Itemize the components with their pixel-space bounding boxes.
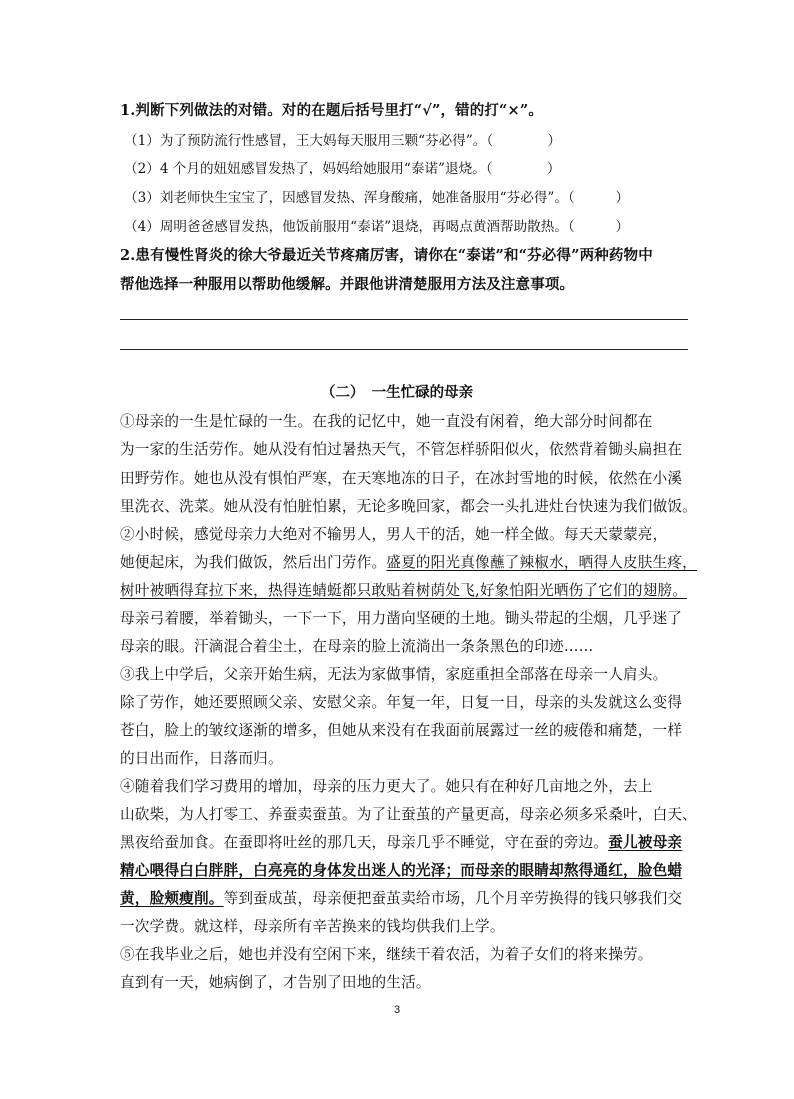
para-4-text-cont: 等到蚕成茧，母亲便把蚕茧卖给市场，几个月辛劳换得的钱只够我们交 — [223, 890, 683, 907]
article-title: （二） 一生忙碌的母亲 — [320, 384, 474, 401]
para-2-text: 她便起床，为我们做饭，然后出门劳作。 — [120, 554, 387, 571]
para-1-line-4: 里洗衣、洗菜。她从没有怕脏怕累，无论多晚回家，都会一头扎进灶台快速为我们做饭。 — [120, 498, 697, 515]
para-3-line-4: 的日出而作，日落而归。 — [120, 750, 283, 767]
para-4-bold-sentence-start: 蚕儿被母亲 — [608, 834, 683, 851]
para-3-line-2: 除了劳作，她还要照顾父亲、安慰父亲。年复一年，日复一日，母亲的头发就这么变得 — [120, 694, 683, 711]
para-2-line-4: 母亲弓着腰，举着锄头，一下一下，用力凿向坚硬的土地。锄头带起的尘烟，几乎迷了 — [120, 610, 683, 627]
question-2-line-1: 2.患有慢性肾炎的徐大爷最近关节疼痛厉害，请你在“泰诺”和“芬必得”两种药物中 — [120, 247, 653, 264]
para-2-underlined-sentence-end: 树叶被晒得耷拉下来，热得连蜻蜓都只敢贴着树荫处飞,好象怕阳光晒伤了它们的翅膀。 — [120, 582, 688, 599]
answer-line-1 — [120, 319, 688, 320]
para-2-underlined-sentence-start: 盛夏的阳光真像蘸了辣椒水，晒得人皮肤生疼， — [386, 554, 697, 571]
para-1-line-3: 田野劳作。她也从没有惧怕严寒，在天寒地冻的日子，在冰封雪地的时候，依然在小溪 — [120, 470, 683, 487]
para-4-line-5 — [120, 887, 682, 908]
para-4-text: 黑夜给蚕加食。在蚕即将吐丝的那几天，母亲几乎不睡觉，守在蚕的旁边。 — [120, 834, 609, 851]
question-1-item-3: （3）刘老师快生宝宝了，因感冒发热、浑身酸痛，她准备服用“芬必得”。（ ） — [124, 190, 630, 206]
para-4-line-6: 一次学费。就这样，母亲所有辛苦换来的钱均供我们上学。 — [120, 918, 505, 935]
para-5-line-1: ⑤在我毕业之后，她也并没有空闲下来，继续干着农活，为着子女们的将来操劳。 — [120, 946, 653, 963]
para-3-line-3: 苍白，脸上的皱纹逐渐的增多，但她从来没有在我面前展露过一丝的疲倦和痛楚，一样 — [120, 722, 683, 739]
para-1-line-2: 为一家的生活劳作。她从没有怕过暑热天气，不管怎样骄阳似火，依然背着锄头扁担在 — [120, 441, 683, 458]
para-4-line-1: ④随着我们学习费用的增加，母亲的压力更大了。她只有在种好几亩地之外，去上 — [120, 778, 653, 795]
question-1-item-4: （4）周明爸爸感冒发热，他饭前服用“泰诺”退烧，再喝点黄酒帮助散热。（ ） — [124, 219, 630, 235]
question-1-item-2: （2）4 个月的妞妞感冒发热了，妈妈给她服用“泰诺”退烧。（ ） — [124, 161, 561, 177]
para-2-line-2 — [120, 551, 697, 572]
answer-line-2 — [120, 349, 688, 350]
para-2-line-5: 母亲的眼。汗滴混合着尘土，在母亲的脸上流淌出一条条黑色的印迹…… — [120, 638, 594, 655]
para-2-line-1: ②小时候，感觉母亲力大绝对不输男人，男人干的活，她一样全做。每天天蒙蒙亮， — [120, 526, 668, 543]
question-1-item-1: （1）为了预防流行性感冒，王大妈每天服用三颗“芬必得”。（ ） — [124, 133, 562, 149]
page-number: 3 — [393, 1004, 401, 1016]
para-4-bold-sentence-middle: 精心喂得白白胖胖，白亮亮的身体发出迷人的光泽；而母亲的眼睛却熬得通红，脸色蜡 — [120, 862, 683, 879]
para-4-bold-sentence-end: 黄，脸颊瘦削。 — [120, 890, 224, 907]
para-4-line-2: 山砍柴，为人打零工、养蚕卖蚕茧。为了让蚕茧的产量更高，母亲必须多采桑叶，白天、 — [120, 806, 697, 823]
para-1-line-1: ①母亲的一生是忙碌的一生。在我的记忆中，她一直没有闲着，绝大部分时间都在 — [120, 413, 653, 430]
para-3-line-1: ③我上中学后，父亲开始生病，无法为家做事情，家庭重担全部落在母亲一人肩头。 — [120, 666, 668, 683]
question-2-line-2: 帮他选择一种服用以帮助他缓解。并跟他讲清楚服用方法及注意事项。 — [120, 276, 575, 293]
question-1-title: 1.判断下列做法的对错。对的在题后括号里打“√”，错的打“×”。 — [120, 102, 543, 119]
para-4-line-3 — [120, 831, 682, 852]
para-5-line-2: 直到有一天，她病倒了，才告别了田地的生活。 — [120, 974, 431, 991]
